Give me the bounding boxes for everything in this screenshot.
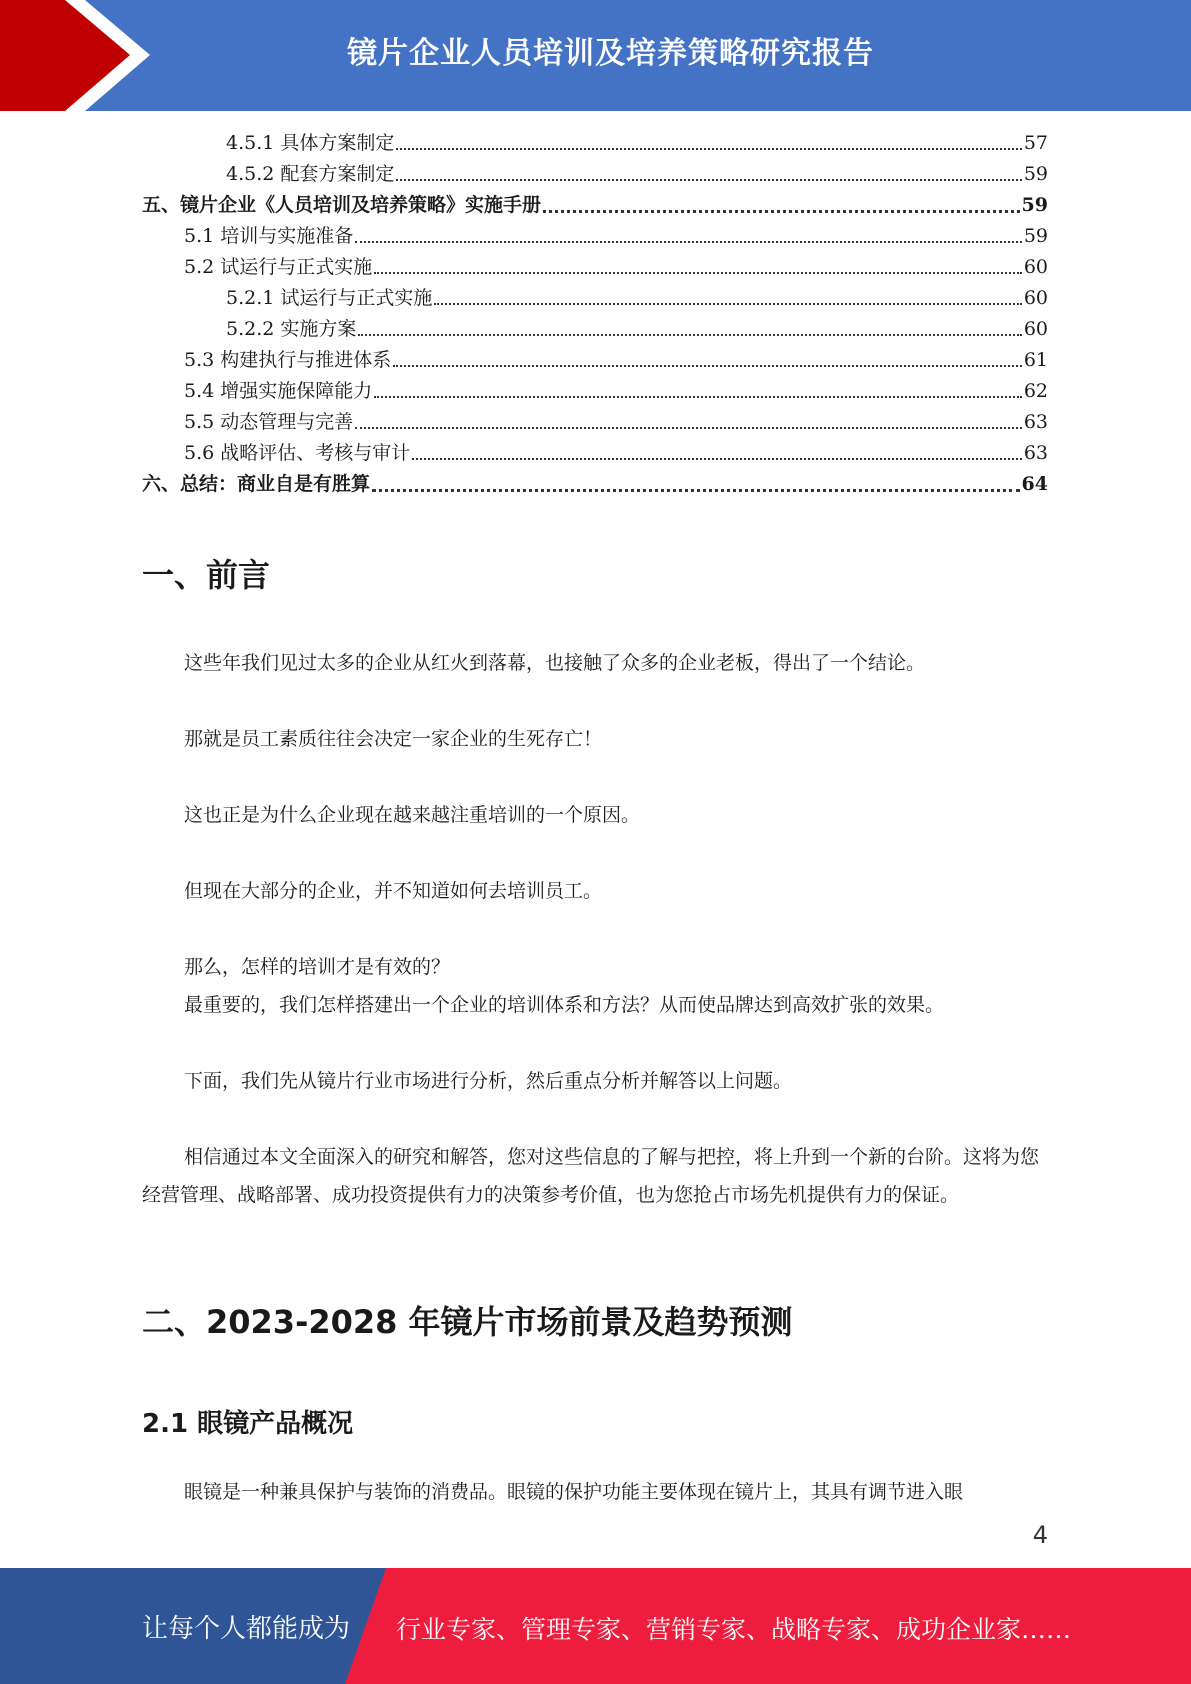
paragraph: 最重要的，我们怎样搭建出一个企业的培训体系和方法？从而使品牌达到高效扩张的效果。 [184, 994, 945, 1016]
toc-entry-label: 5.1 培训与实施准备 [184, 225, 354, 247]
toc-entry[interactable] [142, 283, 1048, 314]
toc-leader-dots [396, 132, 1021, 150]
subsection-heading: 2.1 眼镜产品概况 [142, 1409, 354, 1439]
toc-entry-page: 60 [1023, 256, 1048, 278]
toc-leader-dots [374, 256, 1022, 274]
toc-entry-page: 61 [1023, 349, 1048, 371]
toc-entry-page: 62 [1023, 380, 1048, 402]
toc-entry-page: 59 [1021, 194, 1048, 216]
paragraph: 下面，我们先从镜片行业市场进行分析，然后重点分析并解答以上问题。 [184, 1070, 793, 1092]
section-heading-market: 二、2023-2028 年镜片市场前景及趋势预测 [142, 1303, 793, 1341]
toc-entry-label: 五、镜片企业《人员培训及培养策略》实施手册 [142, 194, 542, 216]
toc-entry-page: 63 [1023, 442, 1048, 464]
toc-leader-dots [374, 380, 1022, 398]
page-footer [0, 1568, 1191, 1684]
toc-entry-page: 59 [1023, 225, 1048, 247]
page-number: 4 [1032, 1521, 1048, 1549]
paragraph: 那么，怎样的培训才是有效的？ [184, 956, 451, 978]
paragraph: 相信通过本文全面深入的研究和解答，您对这些信息的了解与把控，将上升到一个新的台阶。这将为您经营管理、战略部署、成功投资提供有力的决策参考价值，也为您抢占市场先机提供有力的保证。 [142, 1146, 1040, 1206]
toc-entry[interactable] [142, 190, 1048, 221]
paragraph: 这些年我们见过太多的企业从红火到落幕，也接触了众多的企业老板，得出了一个结论。 [184, 652, 926, 674]
footer-slogan-left: 让每个人都能成为 [142, 1614, 351, 1644]
paragraph: 这也正是为什么企业现在越来越注重培训的一个原因。 [184, 804, 641, 826]
page-header [0, 0, 1191, 111]
toc-entry[interactable] [142, 345, 1048, 376]
toc-leader-dots [434, 287, 1021, 305]
toc-entry-label: 5.4 增强实施保障能力 [184, 380, 373, 402]
toc-leader-dots [358, 318, 1021, 336]
toc-entry-label: 5.5 动态管理与完善 [184, 411, 354, 433]
toc-leader-dots [412, 442, 1022, 460]
toc-entry[interactable] [142, 376, 1048, 407]
toc-entry-label: 5.6 战略评估、考核与审计 [184, 442, 411, 464]
toc-entry-page: 57 [1023, 132, 1048, 154]
paragraph: 那就是员工素质往往会决定一家企业的生死存亡！ [184, 728, 603, 750]
paragraph: 但现在大部分的企业，并不知道如何去培训员工。 [184, 880, 603, 902]
toc-entry-label: 5.2.2 实施方案 [226, 318, 357, 340]
toc-entry[interactable] [142, 407, 1048, 438]
toc-entry[interactable] [142, 159, 1048, 190]
toc-leader-dots [372, 473, 1020, 492]
toc-entry[interactable] [142, 252, 1048, 283]
toc-entry-label: 六、总结：商业自是有胜算 [142, 473, 371, 495]
section-heading-preface: 一、前言 [142, 556, 271, 594]
toc-entry-label: 4.5.1 具体方案制定 [226, 132, 395, 154]
table-of-contents [142, 128, 1048, 500]
paragraph: 眼镜是一种兼具保护与装饰的消费品。眼镜的保护功能主要体现在镜片上，其具有调节进入眼 [184, 1481, 964, 1503]
toc-leader-dots [355, 411, 1022, 429]
toc-entry-label: 4.5.2 配套方案制定 [226, 163, 395, 185]
toc-entry-label: 5.2 试运行与正式实施 [184, 256, 373, 278]
toc-entry-label: 5.2.1 试运行与正式实施 [226, 287, 433, 309]
toc-entry-page: 60 [1023, 287, 1048, 309]
toc-entry[interactable] [142, 438, 1048, 469]
toc-leader-dots [396, 163, 1021, 181]
toc-entry-page: 59 [1023, 163, 1048, 185]
toc-entry[interactable] [142, 128, 1048, 159]
toc-entry-page: 60 [1023, 318, 1048, 340]
toc-entry[interactable] [142, 314, 1048, 345]
toc-entry-page: 64 [1021, 473, 1048, 495]
toc-leader-dots [355, 225, 1022, 243]
toc-leader-dots [543, 194, 1020, 213]
toc-entry-label: 5.3 构建执行与推进体系 [184, 349, 392, 371]
report-title: 镜片企业人员培训及培养策略研究报告 [347, 36, 874, 71]
footer-slogan-right: 行业专家、管理专家、营销专家、战略专家、成功企业家…… [396, 1615, 1072, 1644]
toc-entry-page: 63 [1023, 411, 1048, 433]
page-content [142, 128, 1048, 500]
toc-leader-dots [393, 349, 1022, 367]
toc-entry[interactable] [142, 469, 1048, 500]
toc-entry[interactable] [142, 221, 1048, 252]
